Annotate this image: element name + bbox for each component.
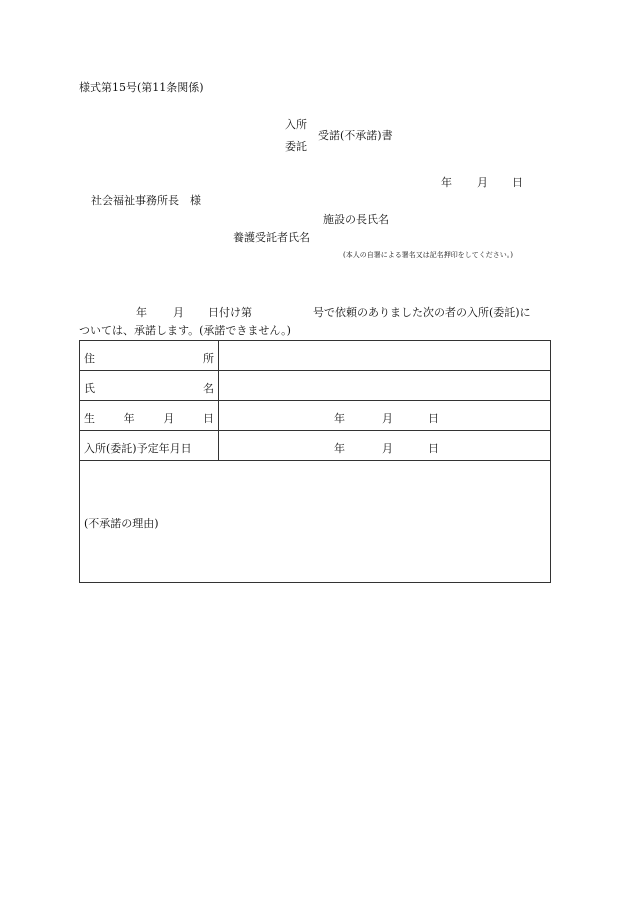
admission-day-unit: 日 <box>428 442 439 455</box>
title-option-consignment: 委託 <box>285 140 307 153</box>
birthdate-label-char-4: 日 <box>202 412 214 425</box>
document-title: 受諾(不承諾)書 <box>318 129 393 142</box>
body-year: 年 <box>136 306 147 319</box>
birthdate-label-char-3: 月 <box>163 412 175 425</box>
table-row-address <box>80 341 551 371</box>
table-row-reason <box>80 461 551 583</box>
address-field[interactable] <box>219 341 551 371</box>
name-label-cell <box>80 371 219 401</box>
recipient-name-label: 養護受託者氏名 <box>233 231 310 244</box>
name-label-right: 名 <box>203 382 214 395</box>
admission-month-unit: 月 <box>382 442 393 455</box>
name-field[interactable] <box>219 371 551 401</box>
birthdate-label <box>84 410 214 426</box>
details-table <box>79 340 551 583</box>
name-label-left: 氏 <box>84 382 95 395</box>
admission-year-unit: 年 <box>334 442 345 455</box>
date-year-label: 年 <box>441 176 452 189</box>
title-option-admission: 入所 <box>285 118 307 131</box>
birthdate-day-unit: 日 <box>428 412 439 425</box>
body-line1-rest: 号で依頼のありました次の者の入所(委託)に <box>313 306 531 319</box>
birthdate-field[interactable] <box>219 401 551 431</box>
address-label-left: 住 <box>84 352 95 365</box>
birthdate-month-unit: 月 <box>382 412 393 425</box>
address-label-cell <box>80 341 219 371</box>
reason-label: (不承諾の理由) <box>84 517 159 530</box>
admission-date-field[interactable] <box>219 431 551 461</box>
form-number-label: 様式第15号(第11条関係) <box>79 81 204 94</box>
table-row-birthdate <box>80 401 551 431</box>
birthdate-year-unit: 年 <box>334 412 345 425</box>
date-day-label: 日 <box>512 176 523 189</box>
admission-date-label: 入所(委託)予定年月日 <box>84 442 192 455</box>
date-month-label: 月 <box>477 176 488 189</box>
birthdate-label-char-1: 生 <box>84 412 95 425</box>
reason-field[interactable] <box>80 461 551 583</box>
body-line2: ついては、承諾します。(承諾できません。) <box>79 324 291 337</box>
birthdate-label-cell <box>80 401 219 431</box>
body-dated-no: 日付け第 <box>208 306 252 319</box>
table-row-admission-date <box>80 431 551 461</box>
addressee: 社会福祉事務所長 様 <box>91 194 201 207</box>
table-row-name <box>80 371 551 401</box>
admission-date-label-cell <box>80 431 219 461</box>
signature-note: (本人の自署による署名又は記名押印をしてください。) <box>343 251 513 259</box>
address-label-right: 所 <box>203 352 214 365</box>
birthdate-label-char-2: 年 <box>123 412 135 425</box>
body-month: 月 <box>173 306 184 319</box>
facility-head-label: 施設の長氏名 <box>323 213 389 226</box>
